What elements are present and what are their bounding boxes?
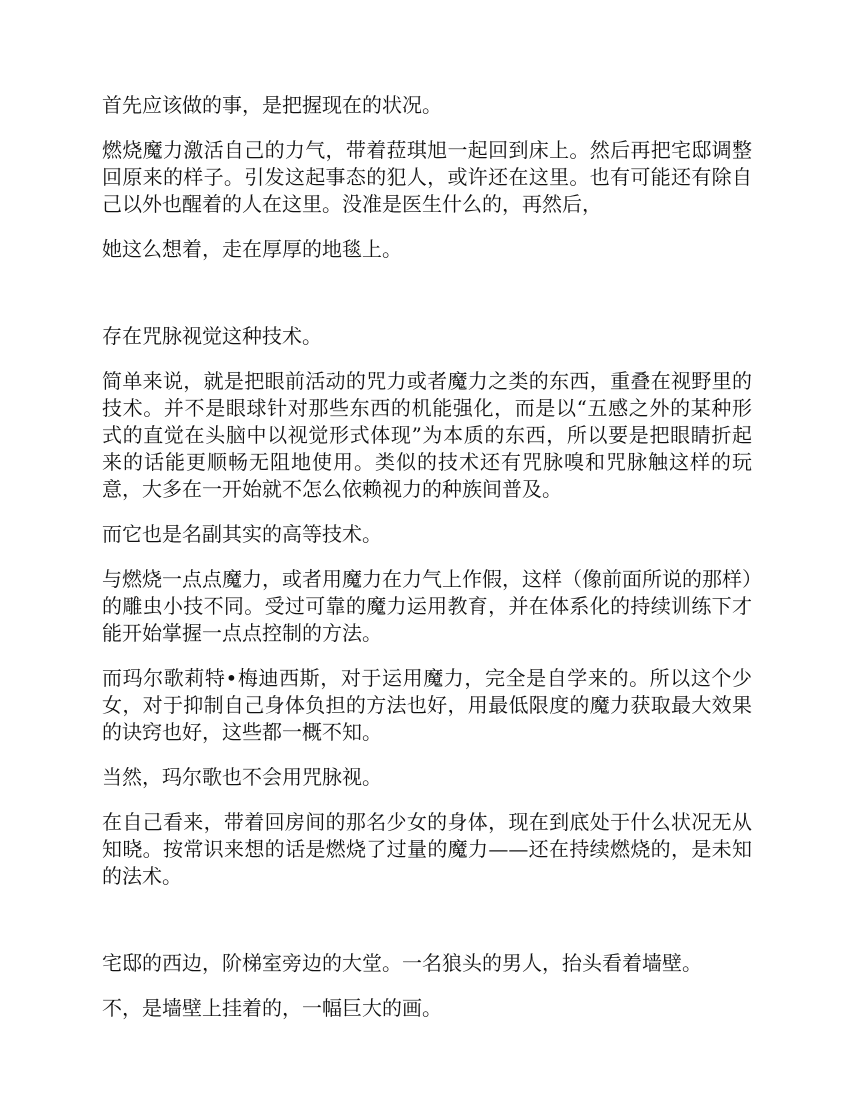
- paragraph: 简单来说，就是把眼前活动的咒力或者魔力之类的东西，重叠在视野里的技术。并不是眼球针对那些东西的机能强化，而是以“五感之外的某种形式的直觉在头脑中以视觉形式体现”为本质的东西，所以要是把眼睛折起来的话能更顺畅无阻地使用。类似的技术还有咒脉嗅和咒脉触这样的玩意，大多在一开始就不怎么依赖视力的种族间普及。: [102, 369, 752, 501]
- paragraph: 与燃烧一点点魔力，或者用魔力在力气上作假，这样（像前面所说的那样）的雕虫小技不同。受过可靠的魔力运用教育，并在体系化的持续训练下才能开始掌握一点点控制的方法。: [102, 567, 752, 645]
- paragraph: 她这么想着，走在厚厚的地毯上。: [102, 237, 402, 261]
- section-break: [102, 908, 752, 950]
- paragraph: 存在咒脉视觉这种技术。: [102, 324, 322, 348]
- paragraph: 宅邸的西边，阶梯室旁边的大堂。一名狼头的男人，抬头看着墙壁。: [102, 951, 702, 975]
- paragraph: 当然，玛尔歌也不会用咒脉视。: [102, 765, 382, 789]
- paragraph: 而它也是名副其实的高等技术。: [102, 522, 382, 546]
- paragraph: 不，是墙壁上挂着的，一幅巨大的画。: [102, 996, 442, 1020]
- document-page: [102, 92, 752, 1040]
- paragraph: 首先应该做的事，是把握现在的状况。: [102, 93, 442, 117]
- paragraph: 而玛尔歌莉特•梅迪西斯，对于运用魔力，完全是自学来的。所以这个少女，对于抑制自己身体负担的方法也好，用最低限度的魔力获取最大效果的诀窍也好，这些都一概不知。: [102, 666, 752, 744]
- paragraph: 在自己看来，带着回房间的那名少女的身体，现在到底处于什么状况无从知晓。按常识来想的话是燃烧了过量的魔力——还在持续燃烧的，是未知的法术。: [102, 810, 752, 888]
- section-break: [102, 281, 752, 323]
- paragraph: 燃烧魔力激活自己的力气，带着菈琪旭一起回到床上。然后再把宅邸调整回原来的样子。引发这起事态的犯人，或许还在这里。也有可能还有除自己以外也醒着的人在这里。没准是医生什么的，再然后，: [102, 138, 752, 216]
